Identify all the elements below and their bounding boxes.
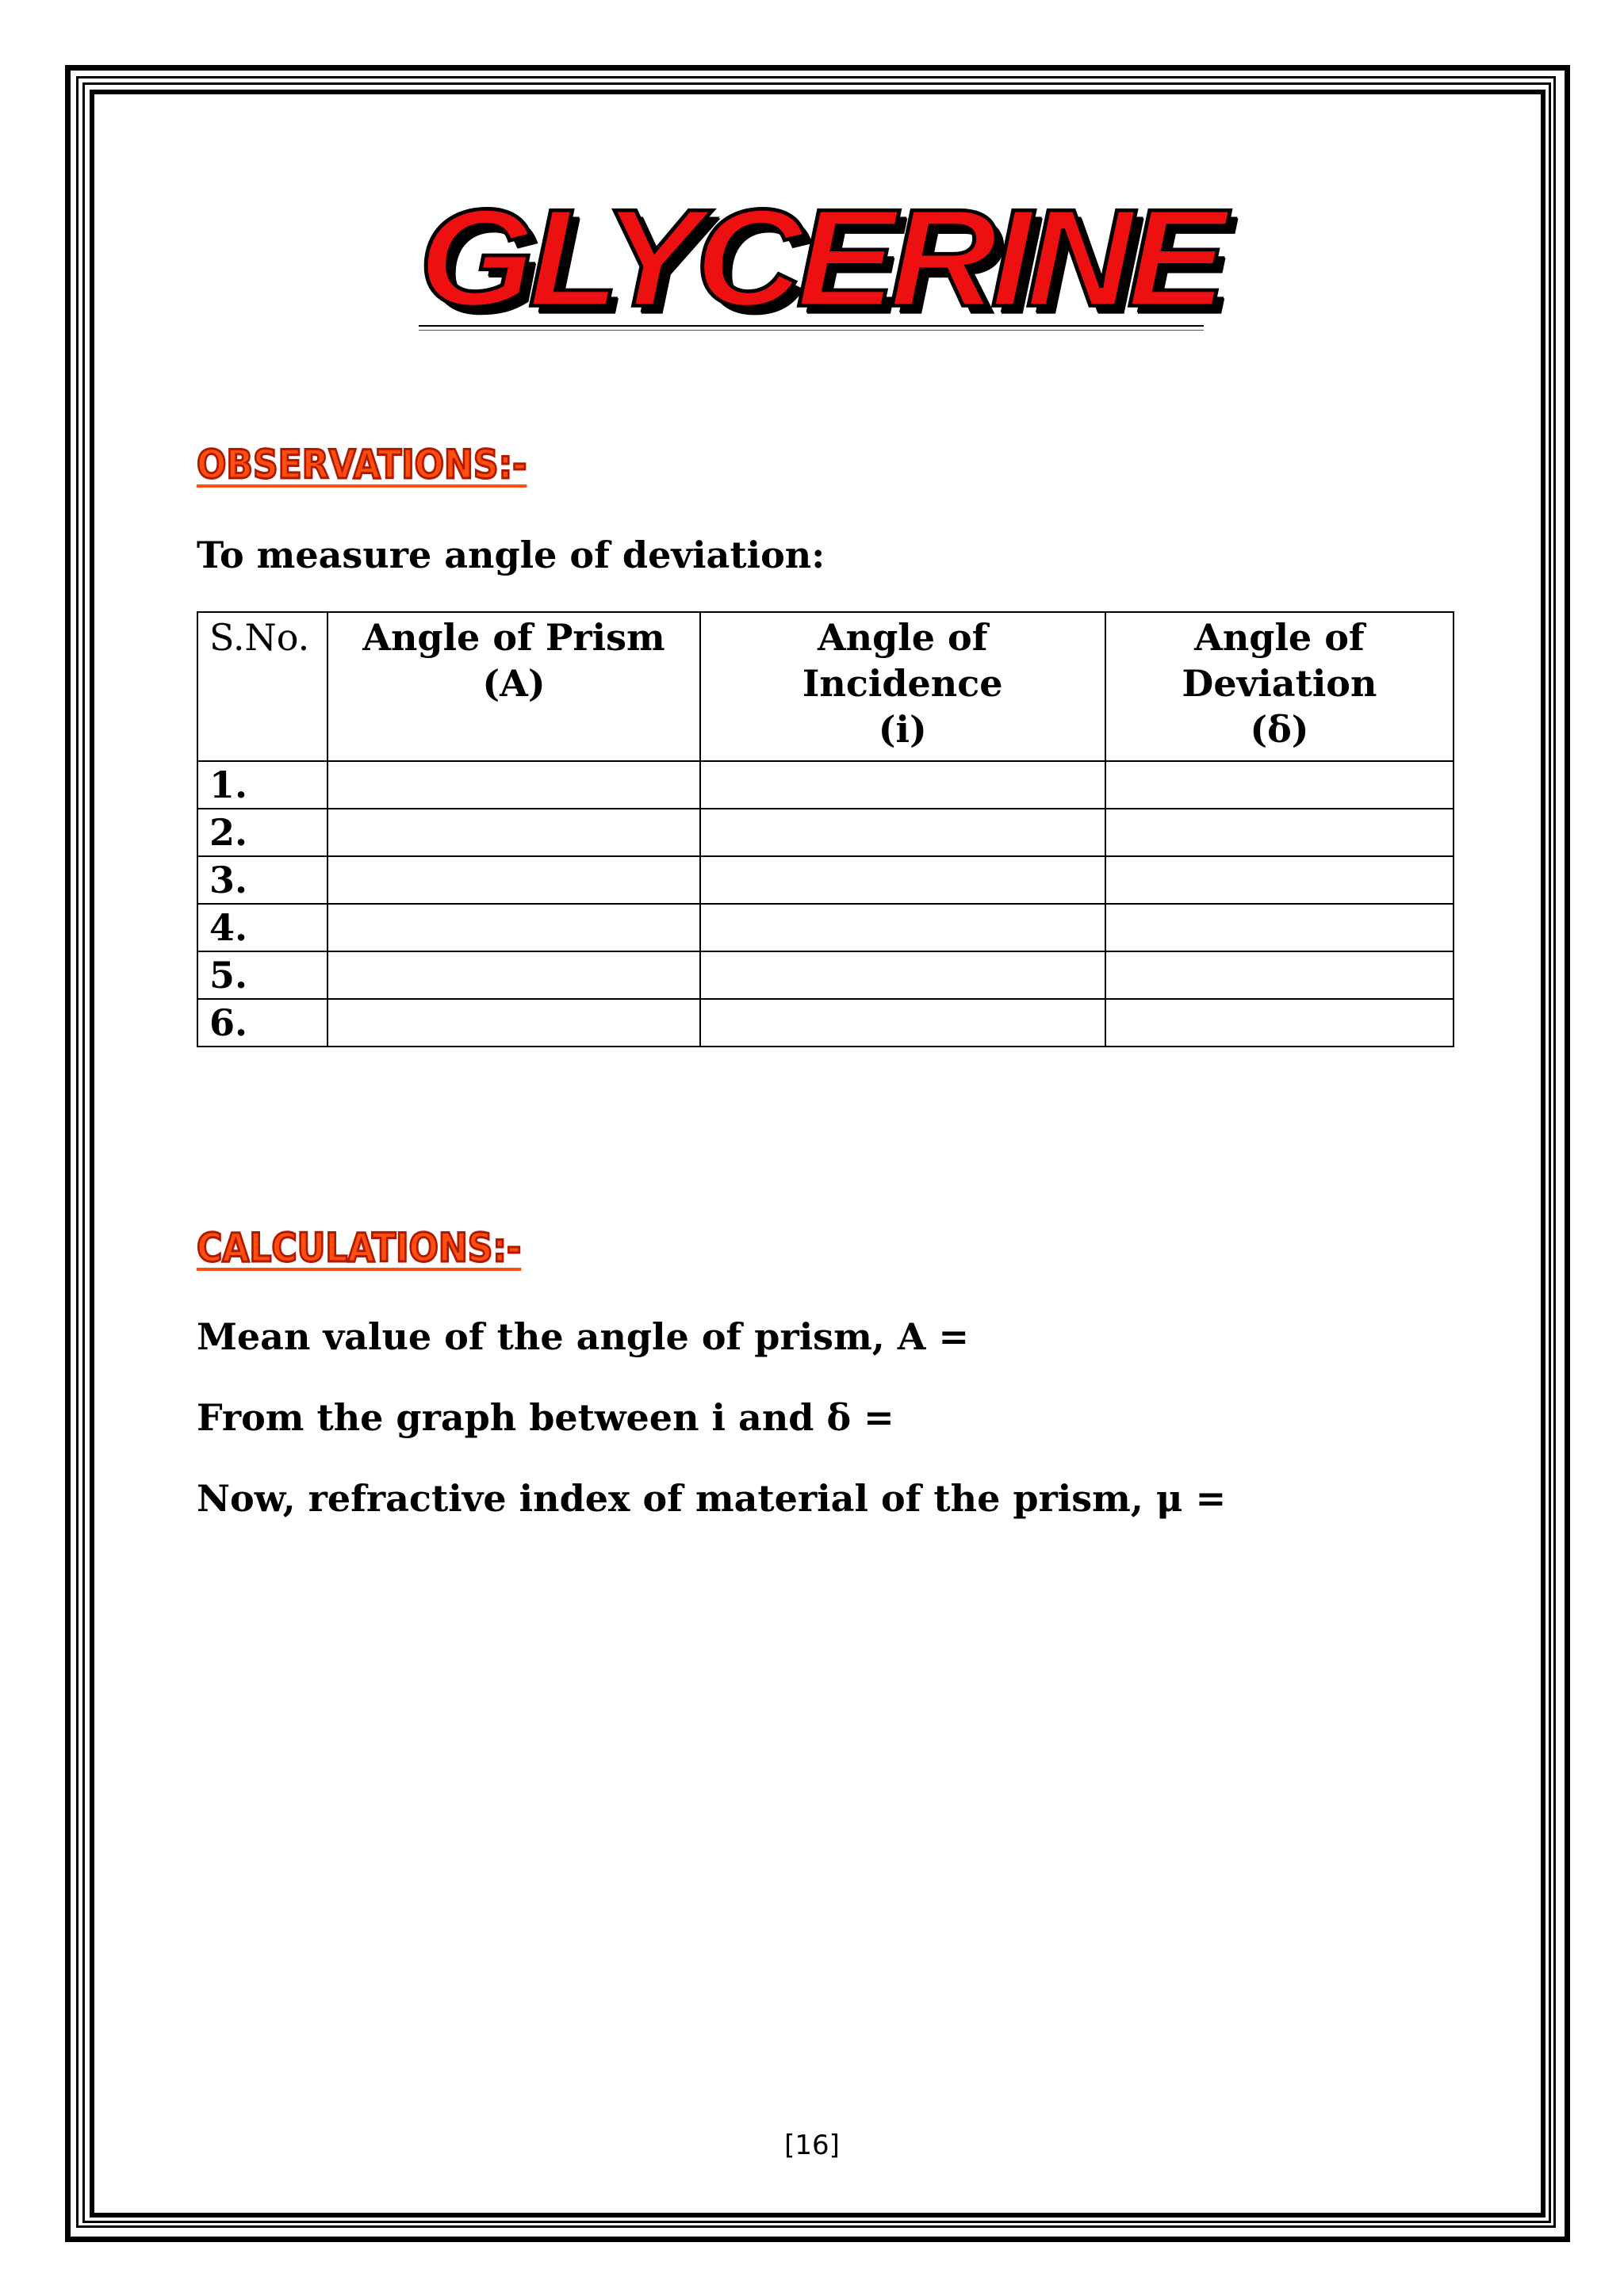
page-title: GLYCERINE xyxy=(419,180,1220,335)
table-row xyxy=(197,761,1454,809)
cell-angle-of-deviation xyxy=(1105,761,1454,809)
header-line: Deviation xyxy=(1182,662,1377,705)
header-line: (δ) xyxy=(1250,708,1309,751)
table-row xyxy=(197,999,1454,1047)
cell-angle-of-prism xyxy=(327,809,699,856)
header-angle-of-incidence xyxy=(700,612,1105,761)
cell-sno: 5. xyxy=(197,951,327,999)
cell-angle-of-incidence xyxy=(700,761,1105,809)
calc-graph-line: From the graph between i and δ = xyxy=(197,1396,894,1439)
observations-intro: To measure angle of deviation: xyxy=(197,534,825,576)
cell-angle-of-prism xyxy=(327,904,699,951)
observations-heading: OBSERVATIONS:- xyxy=(197,442,527,488)
cell-angle-of-incidence xyxy=(700,809,1105,856)
title-underline xyxy=(419,325,1204,327)
header-sno xyxy=(197,612,327,761)
observation-table xyxy=(197,611,1454,1047)
cell-angle-of-incidence xyxy=(700,999,1105,1047)
cell-angle-of-prism xyxy=(327,999,699,1047)
header-line: (A) xyxy=(482,662,546,705)
header-angle-of-prism xyxy=(327,612,699,761)
cell-sno: 6. xyxy=(197,999,327,1047)
cell-angle-of-deviation xyxy=(1105,951,1454,999)
header-line: Angle of xyxy=(1194,616,1365,659)
calc-refractive-index-line: Now, refractive index of material of the prism, μ = xyxy=(197,1477,1227,1520)
page-border-inner xyxy=(90,90,1545,2218)
header-angle-of-deviation xyxy=(1105,612,1454,761)
cell-sno: 2. xyxy=(197,809,327,856)
title-block xyxy=(419,180,1220,335)
table-row xyxy=(197,809,1454,856)
title-underline xyxy=(419,330,1204,331)
header-line: Angle of Incidence xyxy=(802,616,1003,705)
page-number: [16] xyxy=(784,2130,840,2161)
cell-angle-of-deviation xyxy=(1105,809,1454,856)
cell-angle-of-prism xyxy=(327,951,699,999)
cell-angle-of-incidence xyxy=(700,856,1105,904)
header-line: (i) xyxy=(878,708,927,751)
calculations-heading: CALCULATIONS:- xyxy=(197,1225,522,1271)
cell-angle-of-prism xyxy=(327,856,699,904)
cell-angle-of-deviation xyxy=(1105,999,1454,1047)
cell-sno: 1. xyxy=(197,761,327,809)
cell-angle-of-prism xyxy=(327,761,699,809)
header-line: Angle of Prism xyxy=(362,616,665,659)
table-row xyxy=(197,904,1454,951)
table-header-row xyxy=(197,612,1454,761)
cell-angle-of-incidence xyxy=(700,904,1105,951)
table-row xyxy=(197,951,1454,999)
cell-angle-of-deviation xyxy=(1105,856,1454,904)
table-row xyxy=(197,856,1454,904)
cell-angle-of-deviation xyxy=(1105,904,1454,951)
cell-sno: 4. xyxy=(197,904,327,951)
cell-sno: 3. xyxy=(197,856,327,904)
cell-angle-of-incidence xyxy=(700,951,1105,999)
calc-mean-angle-line: Mean value of the angle of prism, A = xyxy=(197,1315,970,1358)
header-line: S.No. xyxy=(209,616,310,659)
